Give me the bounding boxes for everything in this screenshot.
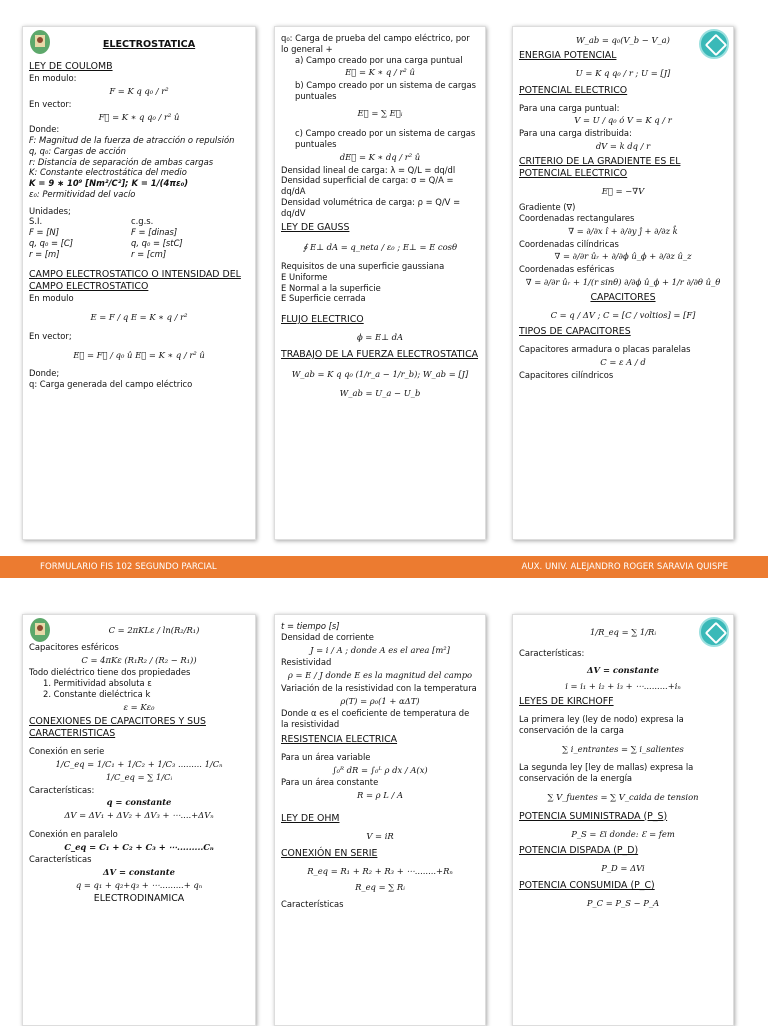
formula: E = F / q E = K ∗ q / r² — [90, 312, 188, 323]
text: En modulo: — [29, 73, 77, 84]
list-item: 2. Constante dieléctrica k — [43, 688, 151, 699]
faculty-logo-icon — [699, 617, 729, 647]
formula: 1/C_eq = ∑ 1/Cᵢ — [105, 771, 173, 782]
text: Conexión en serie — [29, 746, 105, 757]
formula: ρ(T) = ρ₀(1 + αΔT) — [340, 695, 420, 706]
definition: q: Carga generada del campo eléctrico — [29, 379, 193, 390]
formula: J = i / A ; donde A es el area [m²] — [310, 644, 450, 655]
units-cell: q, q₀ = [stC] — [131, 237, 183, 248]
card-kirchoff — [512, 614, 734, 1026]
text: Densidad lineal de carga: λ = Q/L = dq/dl — [281, 164, 456, 175]
text: Unidades; — [29, 205, 71, 216]
card-capacitores — [22, 614, 256, 1026]
formula: V = U / q₀ ó V = K q / r — [574, 115, 672, 126]
definition: K = 9 ∗ 10⁹ [Nm²/C²]; K = 1/(4πε₀) — [29, 178, 189, 189]
text: En modulo — [29, 293, 74, 304]
formula: C = ε A / d — [600, 357, 646, 368]
heading-potencia-consumida: POTENCIA CONSUMIDA (P_C) — [519, 880, 655, 892]
text: Resistividad — [281, 657, 332, 668]
text: Características — [29, 854, 92, 865]
text: Gradiente (∇) — [519, 202, 576, 213]
definition: ε₀: Permitividad del vacío — [29, 188, 136, 199]
list-item: c) Campo creado por un sistema de cargas puntuales — [295, 128, 476, 149]
formula: V = iR — [366, 830, 394, 841]
formula: C = 4πKε (R₁R₂ / (R₂ − R₁)) — [81, 654, 197, 665]
text: Coordenadas esféricas — [519, 264, 615, 275]
formula: 1/C_eq = 1/C₁ + 1/C₂ + 1/C₃ ......... 1/Cₙ — [55, 759, 223, 770]
text: Donde; — [29, 368, 60, 379]
card-resistencia — [274, 614, 486, 1026]
formula: P_C = P_S − P_A — [586, 898, 660, 909]
text: E Superficie cerrada — [281, 293, 366, 304]
formula: C = 2πKLε / ln(R₂/R₁) — [108, 625, 200, 635]
formula: W_ab = K q q₀ (1/r_a − 1/r_b); W_ab = [J] — [291, 368, 469, 379]
text: E Uniforme — [281, 271, 328, 282]
formula: ∑ i_entrantes = ∑ i_salientes — [562, 743, 684, 754]
heading-energia: ENERGIA POTENCIAL — [519, 49, 617, 61]
text: Todo dieléctrico tiene dos propiedades — [29, 667, 191, 678]
text: Conexión en paralelo — [29, 828, 118, 839]
formula: dV = k dq / r — [595, 140, 651, 151]
formula: E⃗ = ∑ E⃗ᵢ — [357, 107, 403, 118]
text: La segunda ley [ley de mallas) expresa la conservación de la energía — [519, 762, 694, 784]
formula: U = K q q₀ / r ; U = [J] — [575, 67, 671, 78]
formula: ∫₀ᴿ dR = ∫₀ᴸ ρ dx / A(x) — [332, 764, 428, 775]
text: Donde: — [29, 124, 60, 135]
formula: 1/R_eq = ∑ 1/Rᵢ — [589, 627, 657, 637]
heading-kirchoff: LEYES DE KIRCHOFF — [519, 696, 614, 707]
heading-potencia-suministrada: POTENCIA SUMINISTRADA (P_S) — [519, 810, 668, 822]
text: Capacitores cilíndricos — [519, 369, 614, 380]
text: En vector; — [29, 330, 72, 341]
formula: q = q₁ + q₂+q₃ + ⋯.........+ qₙ — [75, 879, 203, 890]
text: Características — [281, 899, 344, 910]
formula: ∇ = ∂/∂r ûᵣ + 1/(r sinθ) ∂/∂ϕ û_ϕ + 1/r ∂/∂θ û_θ — [525, 276, 721, 287]
definition: r: Distancia de separación de ambas cargas — [29, 156, 214, 167]
units-table — [29, 216, 249, 259]
card-electrostatica — [22, 26, 256, 540]
card-campo — [274, 26, 486, 540]
definition: F: Magnitud de la fuerza de atracción o repulsión — [29, 135, 235, 146]
university-crest-icon — [29, 617, 51, 643]
text: q₀: Carga de prueba del campo eléctrico, por lo general + — [281, 33, 470, 54]
text: Requisitos de una superficie gaussiana — [281, 261, 445, 272]
formula: P_S = Ɛi donde: Ɛ = fem — [571, 828, 675, 839]
formula: q = constante — [106, 797, 172, 808]
definition: q, q₀: Cargas de acción — [29, 145, 126, 156]
formula: ∇ = ∂/∂x î + ∂/∂y ĵ + ∂/∂z k̂ — [568, 225, 678, 236]
text: Variación de la resistividad con la temperatura — [281, 682, 477, 693]
formula: E⃗ = F⃗ / q₀ û E⃗ = K ∗ q / r² û — [73, 349, 205, 360]
text: Características: — [29, 784, 95, 795]
text: Coordenadas rectangulares — [519, 213, 635, 224]
formula: ΔV = constante — [103, 867, 175, 878]
heading-potencia-disipada: POTENCIA DISPADA (P_D) — [519, 845, 639, 857]
formula: R = ρ L / A — [357, 790, 403, 801]
heading-coulomb: LEY DE COULOMB — [29, 61, 113, 73]
formula: W_ab = q₀(V_b − V_a) — [576, 35, 670, 45]
formula: ∑ V_fuentes = ∑ V_caida de tension — [547, 791, 699, 802]
text: t = tiempo [s] — [281, 621, 340, 631]
units-cell: F = [N] — [29, 227, 59, 238]
units-cell: r = [cm] — [131, 248, 167, 259]
heading-electrodinamica: ELECTRODINAMICA — [93, 892, 185, 904]
text: E Normal a la superficie — [281, 282, 381, 293]
units-cell: q, q₀ = [C] — [29, 237, 74, 248]
heading-flujo: FLUJO ELECTRICO — [281, 314, 364, 326]
heading-serie: CONEXIÓN EN SERIE — [281, 847, 378, 859]
formula: E⃗ = −∇V — [601, 185, 645, 196]
formula: dE⃗ = K ∗ dq / r² û — [339, 151, 421, 162]
formula: i = i₁ + i₂ + i₃ + ⋯.........+iₙ — [565, 681, 681, 692]
text: Donde α es el coeficiente de temperatura de la resistividad — [281, 708, 470, 729]
heading-gauss: LEY DE GAUSS — [281, 222, 350, 234]
faculty-logo-icon — [699, 29, 729, 59]
heading-conexiones: CONEXIONES DE CAPACITORES Y SUS CARACTERISTICAS — [29, 716, 206, 740]
formula: ∮ E⊥ dA = q_neta / ε₀ ; E⊥ = E cosθ — [302, 242, 457, 253]
formula: F⃗ = K ∗ q q₀ / r² û — [98, 111, 180, 122]
heading-capacitores: CAPACITORES — [590, 291, 656, 303]
footer-banner — [0, 556, 768, 578]
page-title: ELECTROSTATICA — [102, 39, 196, 50]
text: Densidad de corriente — [281, 631, 374, 642]
formula: R_eq = ∑ Rᵢ — [355, 882, 405, 893]
list-item: b) Campo creado por un sistema de cargas puntuales — [295, 80, 476, 101]
definition: K: Constante electrostática del medio — [29, 167, 187, 178]
banner-title: FORMULARIO FIS 102 SEGUNDO PARCIAL — [40, 562, 217, 572]
formula: F = K q q₀ / r² — [109, 86, 169, 97]
units-cell: F = [dinas] — [131, 227, 178, 238]
list-item: 1. Permitividad absoluta ε — [43, 678, 152, 688]
formula: P_D = ΔVi — [601, 863, 645, 874]
text: Densidad volumétrica de carga: ρ = Q/V = dq/dV — [281, 196, 461, 218]
units-cell: c.g.s. — [131, 216, 154, 227]
text: Para un área constante — [281, 777, 379, 788]
text: Para una carga distribuida: — [519, 128, 632, 139]
formula: W_ab = U_a − U_b — [339, 387, 421, 398]
formula: ΔV = ΔV₁ + ΔV₂ + ΔV₃ + ⋯....+ΔVₙ — [64, 810, 214, 821]
university-crest-icon — [29, 29, 51, 55]
heading-resistencia: RESISTENCIA ELECTRICA — [281, 733, 398, 745]
heading-potencial: POTENCIAL ELECTRICO — [519, 84, 628, 96]
heading-gradiente: CRITERIO DE LA GRADIENTE ES EL POTENCIAL ELECTRICO — [519, 155, 681, 179]
formula: E⃗ = K ∗ q / r² û — [345, 67, 415, 78]
formula: ϕ = E⊥ dA — [356, 332, 404, 343]
text: Densidad superficial de carga: σ = Q/A = dq/dA — [281, 175, 454, 196]
heading-ohm: LEY DE OHM — [281, 812, 340, 824]
units-cell: r = [m] — [29, 248, 60, 259]
heading-tipos: TIPOS DE CAPACITORES — [519, 326, 631, 338]
heading-campo: CAMPO ELECTROSTATICO O INTENSIDAD DEL CAMPO ELECTROSTATICO — [29, 269, 241, 293]
text: La primera ley (ley de nodo) expresa la conservación de la carga — [519, 714, 684, 735]
text: Coordenadas cilíndricas — [519, 238, 619, 249]
text: Para un área variable — [281, 751, 371, 762]
formula: ε = Kε₀ — [123, 701, 155, 712]
heading-trabajo: TRABAJO DE LA FUERZA ELECTROSTATICA — [281, 348, 479, 360]
formula: ρ = E / J donde E es la magnitud del campo — [287, 670, 473, 680]
formula: R_eq = R₁ + R₂ + R₃ + ⋯........+Rₙ — [307, 865, 453, 876]
formula: C_eq = C₁ + C₂ + C₃ + ⋯.........Cₙ — [64, 841, 214, 852]
formula: C = q / ΔV ; C = [C / voltios] = [F] — [550, 309, 696, 320]
formula: ∇ = ∂/∂r ûᵣ + ∂/∂ϕ û_ϕ + ∂/∂z û_z — [554, 251, 692, 262]
units-cell: S.I. — [29, 216, 43, 227]
banner-author: AUX. UNIV. ALEJANDRO ROGER SARAVIA QUISPE — [521, 562, 728, 572]
text: En vector: — [29, 98, 72, 109]
card-potencial — [512, 26, 734, 540]
text: Para una carga puntual: — [519, 102, 620, 113]
text: Características: — [519, 647, 585, 658]
formula: ΔV = constante — [587, 664, 659, 675]
text: Capacitores armadura o placas paralelas — [519, 344, 691, 355]
text: Capacitores esféricos — [29, 641, 119, 652]
list-item: a) Campo creado por una carga puntual — [295, 54, 463, 65]
